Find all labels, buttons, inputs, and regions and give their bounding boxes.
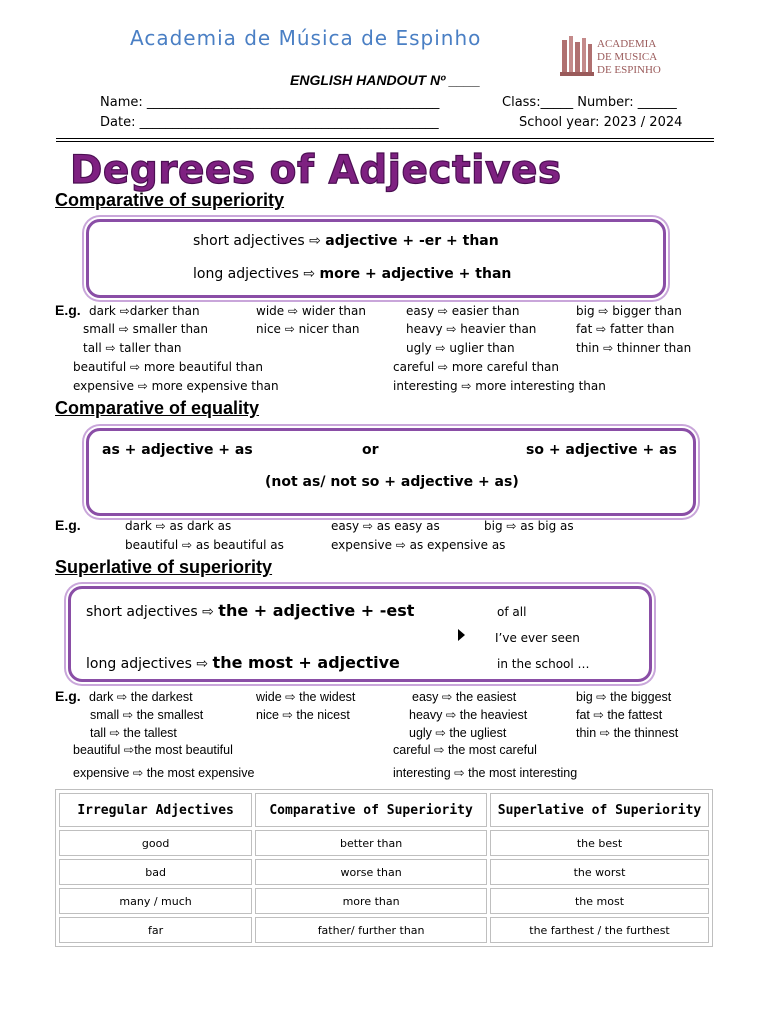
table-cell: good	[59, 830, 252, 856]
rule-short-superlative	[86, 601, 414, 620]
example: thin ⇨ the thinnest	[576, 726, 679, 740]
table-cell: far	[59, 917, 252, 943]
superlative-ending: of all	[497, 605, 527, 619]
example: tall ⇨ taller than	[83, 341, 182, 355]
example: ugly ⇨ uglier than	[406, 341, 515, 355]
section-heading-superlative-superiority: Superlative of superiority	[55, 557, 273, 577]
example: fat ⇨ the fattest	[576, 708, 663, 722]
example: ugly ⇨ the ugliest	[409, 726, 507, 740]
example: expensive ⇨ the most expensive	[73, 766, 255, 780]
example: dark ⇨ the darkest	[89, 690, 193, 704]
rule-prefix: long adjectives ⇨	[86, 656, 213, 672]
table-cell: worse than	[255, 859, 487, 885]
handout-title: ENGLISH HANDOUT Nº ____	[290, 72, 481, 88]
example: easy ⇨ easier than	[406, 304, 520, 318]
example: dark ⇨darker than	[89, 304, 200, 318]
example: small ⇨ the smallest	[90, 708, 204, 722]
column-header: Irregular Adjectives	[59, 793, 252, 827]
example: tall ⇨ the tallest	[90, 726, 177, 740]
section-heading-comparative-superiority: Comparative of superiority	[55, 190, 285, 210]
example: beautiful ⇨ as beautiful as	[125, 538, 284, 552]
table-cell: the farthest / the furthest	[490, 917, 709, 943]
example: interesting ⇨ more interesting than	[393, 379, 606, 393]
name-field: Name: _____________________________________________	[100, 95, 440, 110]
table-header-row	[59, 793, 709, 827]
eg-label: E.g.	[55, 302, 81, 318]
rule-or: or	[362, 442, 379, 458]
example: big ⇨ the biggest	[576, 690, 672, 704]
example: small ⇨ smaller than	[83, 322, 209, 336]
example: wide ⇨ wider than	[256, 304, 366, 318]
superlative-ending: I’ve ever seen	[495, 631, 580, 645]
rule-prefix: short adjectives ⇨	[193, 233, 326, 249]
example: careful ⇨ the most careful	[393, 743, 537, 757]
table-row	[59, 830, 709, 856]
example: fat ⇨ fatter than	[576, 322, 675, 336]
class-number-field: Class:_____ Number: ______	[502, 95, 677, 110]
example: big ⇨ bigger than	[576, 304, 682, 318]
example: beautiful ⇨ more beautiful than	[73, 360, 263, 374]
rule-box-comparative-superiority	[86, 219, 666, 298]
rule-formula: the most + adjective	[212, 653, 400, 672]
example: heavy ⇨ the heaviest	[409, 708, 528, 722]
rule-prefix: short adjectives ⇨	[86, 604, 219, 620]
table-cell: better than	[255, 830, 487, 856]
rule-formula: the + adjective + -est	[218, 601, 415, 620]
example: interesting ⇨ the most interesting	[393, 766, 578, 780]
table-cell: more than	[255, 888, 487, 914]
date-field: Date: ______________________________________________	[100, 115, 439, 130]
table-cell: bad	[59, 859, 252, 885]
example: thin ⇨ thinner than	[576, 341, 692, 355]
example: nice ⇨ the nicest	[256, 708, 350, 722]
example: dark ⇨ as dark as	[125, 519, 232, 533]
page-title: Degrees of Adjectives	[70, 148, 562, 193]
rule-long-superlative	[86, 653, 400, 672]
school-logo	[560, 32, 670, 82]
example: easy ⇨ as easy as	[331, 519, 440, 533]
rule-negative-equality: (not as/ not so + adjective + as)	[265, 474, 519, 490]
school-name: Academia de Música de Espinho	[130, 26, 482, 50]
header-divider	[56, 138, 714, 139]
rule-formula: more + adjective + than	[319, 266, 512, 282]
table-cell: many / much	[59, 888, 252, 914]
table-cell: the best	[490, 830, 709, 856]
header-divider-2	[56, 141, 714, 142]
pointer-arrow-icon	[458, 629, 465, 641]
column-header: Superlative of Superiority	[490, 793, 709, 827]
eg-label: E.g.	[55, 517, 81, 533]
logo-text-line-2: DE MUSICA	[597, 51, 658, 63]
rule-long-comparative	[193, 266, 511, 282]
eg-label: E.g.	[55, 688, 81, 704]
example: nice ⇨ nicer than	[256, 322, 360, 336]
superlative-ending: in the school …	[497, 657, 590, 671]
table-row	[59, 888, 709, 914]
rule-short-comparative	[193, 233, 499, 249]
rule-so-adjective-as: so + adjective + as	[526, 442, 677, 458]
section-heading-comparative-equality: Comparative of equality	[55, 398, 260, 418]
example: beautiful ⇨the most beautiful	[73, 743, 233, 757]
table-cell: the worst	[490, 859, 709, 885]
example: expensive ⇨ as expensive as	[331, 538, 506, 552]
table-row	[59, 859, 709, 885]
example: careful ⇨ more careful than	[393, 360, 560, 374]
example: expensive ⇨ more expensive than	[73, 379, 279, 393]
logo-text-line-3: DE ESPINHO	[597, 64, 661, 76]
example: big ⇨ as big as	[484, 519, 574, 533]
rule-prefix: long adjectives ⇨	[193, 266, 320, 282]
example: heavy ⇨ heavier than	[406, 322, 537, 336]
table-cell: the most	[490, 888, 709, 914]
example: wide ⇨ the widest	[256, 690, 356, 704]
example: easy ⇨ the easiest	[412, 690, 517, 704]
irregular-adjectives-table	[55, 789, 713, 947]
table-row	[59, 917, 709, 943]
rule-as-adjective-as: as + adjective + as	[102, 442, 253, 458]
table-cell: father/ further than	[255, 917, 487, 943]
school-year: School year: 2023 / 2024	[519, 115, 683, 130]
logo-text-line-1: ACADEMIA	[597, 38, 657, 50]
logo-emblem-icon	[560, 34, 594, 78]
rule-formula: adjective + -er + than	[325, 233, 499, 249]
column-header: Comparative of Superiority	[255, 793, 487, 827]
